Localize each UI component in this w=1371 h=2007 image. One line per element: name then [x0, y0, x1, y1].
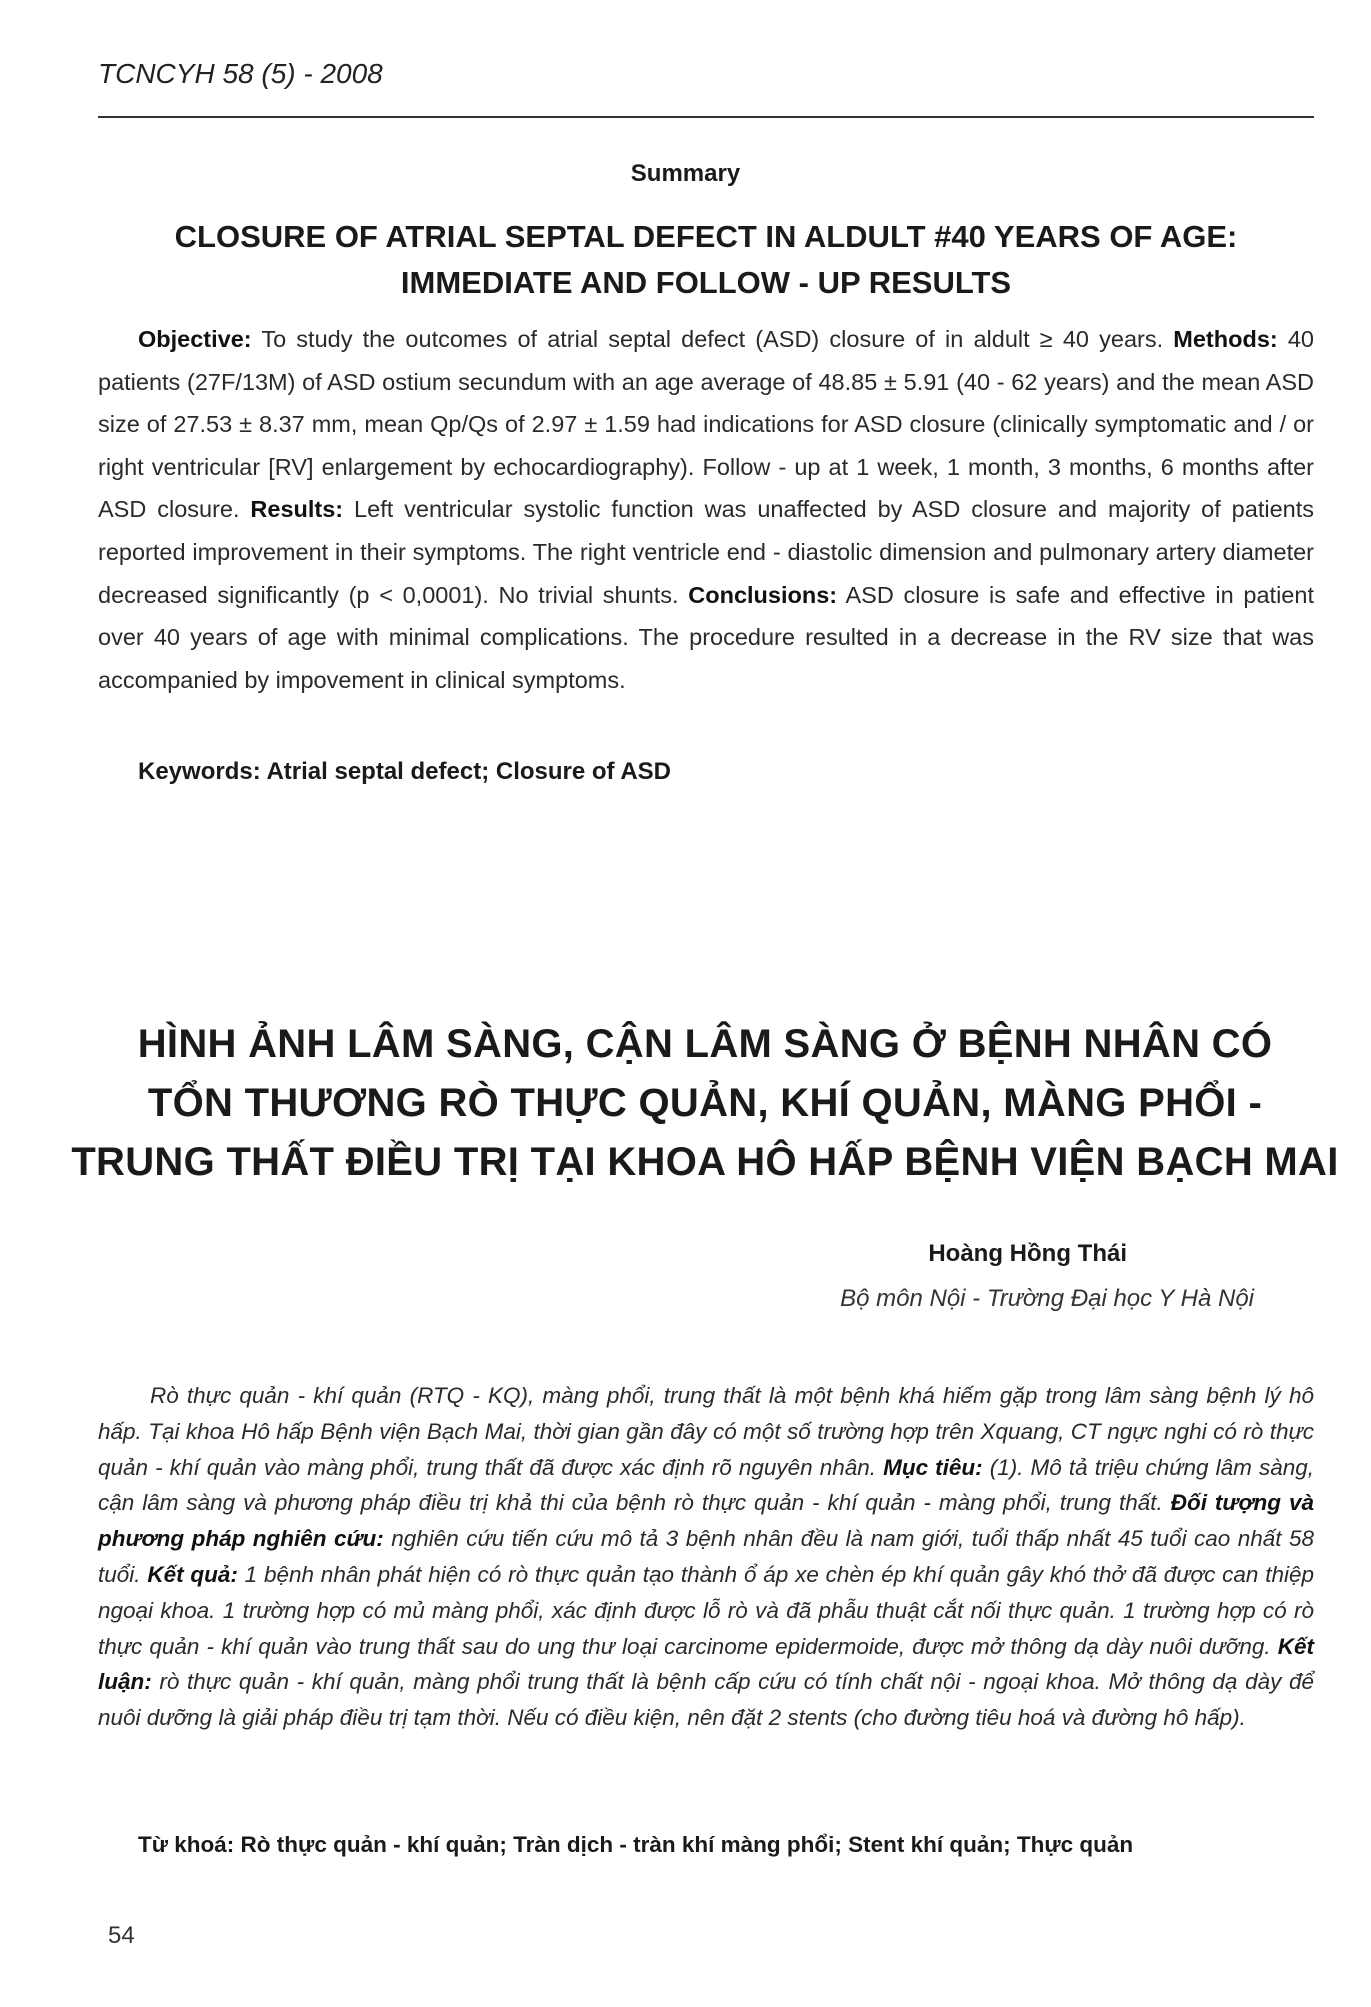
objective-text: To study the outcomes of atrial septal defect (ASD) closure of in aldult ≥ 40 years. [251, 326, 1174, 352]
english-title-line-1: CLOSURE OF ATRIAL SEPTAL DEFECT IN ALDULT #40 YEARS OF AGE: [174, 219, 1238, 254]
methods-text: 40 patients (27F/13M) of ASD ostium secundum with an age average of 48.85 ± 5.91 (40 - 62 years) and the mean ASD size of 27.53 ± 8.37 mm, mean Qp/Qs of 2.97 ± 1.59 had indications for ASD closure (clinically symptomatic and / or right ventricular [RV] enlargement by echocardiography). Follow - up at 1 week, 1 month, 3 months, 6 months after ASD closure. [98, 326, 1315, 523]
results-text-vn: 1 bệnh nhân phát hiện có rò thực quản tạo thành ổ áp xe chèn ép khí quản gây khó thở đã được can thiệp ngoại khoa. 1 trường hợp có mủ màng phổi, xác định được lỗ rò và đã phẫu thuật cắt nối thực quản. 1 trường hợp có rò thực quản - khí quản vào trung thất sau do ung thư loại carcinome epidermoide, được mở thông dạ dày nuôi dưỡng. [98, 1561, 1315, 1659]
vietnamese-keywords: Từ khoá: Rò thực quản - khí quản; Tràn dịch - tràn khí màng phổi; Stent khí quản; Thực quản [138, 1832, 1134, 1857]
author-affiliation: Bộ môn Nội - Trường Đại học Y Hà Nội [840, 1285, 1254, 1312]
subjects-text-vn: nghiên cứu tiến cứu mô tả 3 bệnh nhân đều là nam giới, tuổi thấp nhất 45 tuổi cao nhất 58 tuổi. [98, 1526, 1314, 1587]
conclusion-label-vn: Kết luận: [98, 1633, 1314, 1695]
article-title-line-3: TRUNG THẤT ĐIỀU TRỊ TẠI KHOA HÔ HẤP BỆNH VIỆN BẠCH MAI [71, 1140, 1339, 1184]
results-label-vn: Kết quả: [147, 1561, 238, 1587]
abstract-intro: Rò thực quản - khí quản (RTQ - KQ), màng phổi, trung thất là một bệnh khá hiếm gặp trong lâm sàng bệnh lý hô hấp. Tại khoa Hô hấp Bệnh viện Bạch Mai, thời gian gần đây có một số trường hợp trên Xquang, CT ngực nghi có rò thực quản - khí quản vào màng phổi, trung thất đã được xác định rõ nguyên nhân. [98, 1383, 1314, 1480]
english-keywords: Keywords: Atrial septal defect; Closure of ASD [138, 758, 671, 785]
objective-label-vn: Mục tiêu: [883, 1454, 983, 1480]
article-title-line-1: HÌNH ẢNH LÂM SÀNG, CẬN LÂM SÀNG Ở BỆNH NHÂN CÓ [137, 1022, 1273, 1066]
conclusion-text-vn: rò thực quản - khí quản, màng phổi trung thất là bệnh cấp cứu có tính chất nội - ngoại khoa. Mở thông dạ dày để nuôi dưỡng là giải pháp điều trị tạm thời. Nếu có điều kiện, nên đặt 2 stents (cho đường tiêu hoá và đường hô hấp). [98, 1669, 1314, 1731]
results-label: Results: [250, 496, 344, 523]
journal-header: TCNCYH 58 (5) - 2008 [98, 58, 383, 89]
english-title-line-2: IMMEDIATE AND FOLLOW - UP RESULTS [400, 265, 1012, 300]
objective-text-vn: (1). Mô tả triệu chứng lâm sàng, cận lâm sàng và phương pháp điều trị khả thi của bệnh rò thực quản - khí quản - màng phổi, trung thất. [98, 1454, 1314, 1516]
english-title [98, 214, 1314, 306]
conclusions-label: Conclusions: [688, 581, 838, 608]
methods-label: Methods: [1173, 326, 1278, 352]
header-rule [98, 116, 1314, 118]
article-title-line-2: TỔN THƯƠNG RÒ THỰC QUẢN, KHÍ QUẢN, MÀNG PHỔI - [147, 1081, 1263, 1125]
conclusions-text: ASD closure is safe and effective in patient over 40 years of age with minimal complications. The procedure resulted in a decrease in the RV size that was accompanied by impovement in clinical symptoms. [98, 581, 1314, 693]
results-text: Left ventricular systolic function was unaffected by ASD closure and majority of patients reported improvement in their symptoms. The right ventricle end - diastolic dimension and pulmonary artery diameter decreased significantly (p < 0,0001). No trivial shunts. [98, 496, 1314, 608]
objective-label: Objective: [138, 326, 252, 352]
subjects-label-vn: Đối tượng và phương pháp nghiên cứu: [98, 1490, 1315, 1552]
article-title [60, 1015, 1350, 1192]
page-number: 54 [108, 1922, 135, 1949]
vietnamese-abstract [98, 1378, 1314, 1736]
summary-label: Summary [630, 160, 741, 187]
english-abstract [98, 318, 1314, 701]
author-name: Hoàng Hồng Thái [928, 1240, 1127, 1267]
